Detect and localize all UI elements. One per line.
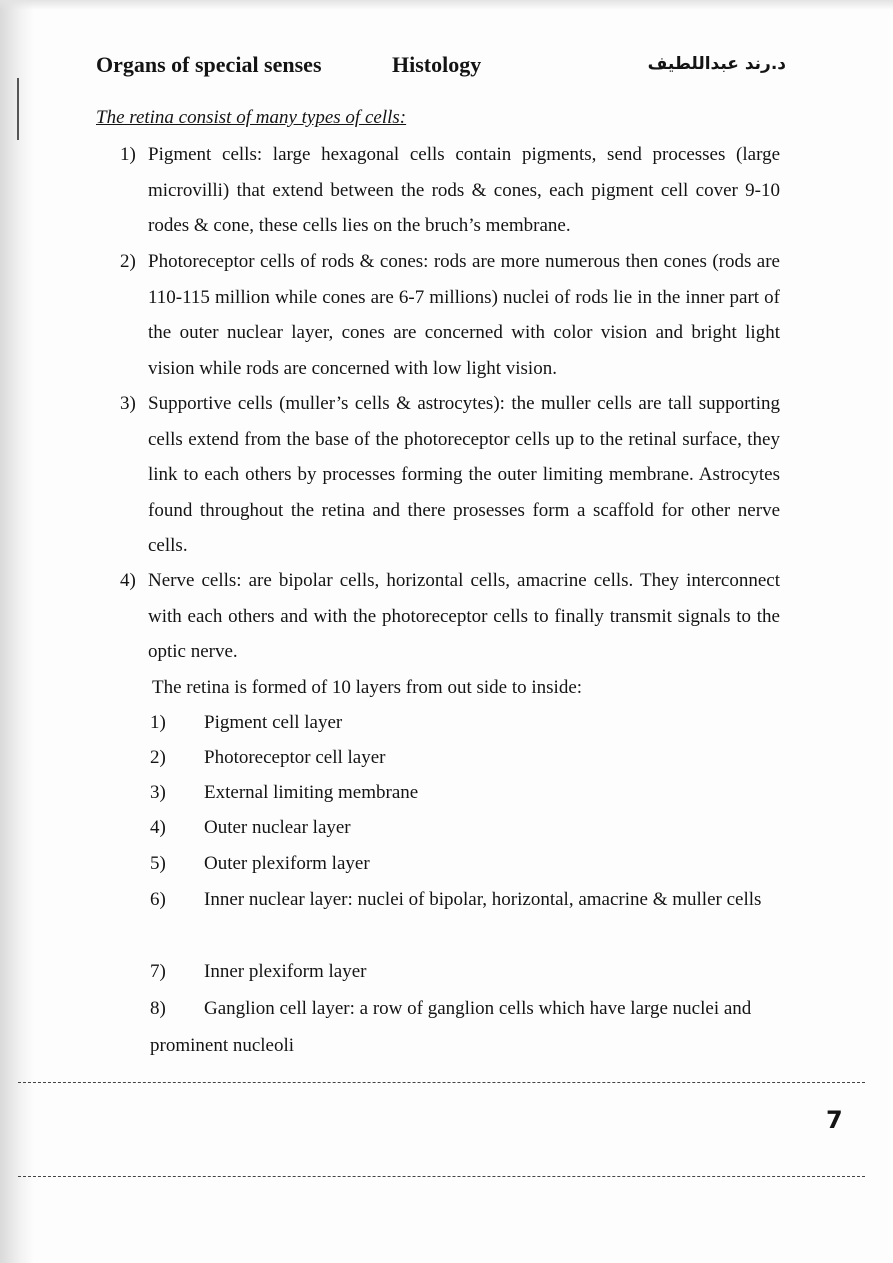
layer-item-8 [150,990,780,1064]
layer-item-4 [150,809,780,846]
scan-shadow-top [0,0,893,10]
layer-item-7 [150,953,780,990]
layer-text: Photoreceptor cell layer [204,747,386,768]
cell-type-item-1 [120,137,780,244]
footer-divider-bottom [18,1176,865,1177]
layer-text: Pigment cell layer [204,712,343,733]
layer-item-3 [150,774,780,811]
margin-pen-mark [17,78,19,140]
layers-intro: The retina is formed of 10 layers from out side to inside: [152,677,583,698]
layer-text: Inner nuclear layer: nuclei of bipolar, horizontal, amacrine & muller cells [204,889,762,910]
layer-number: 4) [150,817,166,838]
layer-text: Ganglion cell layer: a row of ganglion cells which have large nuclei and prominent nucleoli [150,998,752,1056]
layer-item-6 [150,881,780,918]
layer-number: 1) [150,712,166,733]
header-subject: Organs of special senses [96,52,322,77]
layer-text: Outer nuclear layer [204,817,351,838]
item-text: Nerve cells: are bipolar cells, horizontal cells, amacrine cells. They interconnect with each others and with the photoreceptor cells to finally transmit signals to the optic nerve. [148,570,780,662]
item-text: Supportive cells (muller’s cells & astrocytes): the muller cells are tall supporting cells extend from the base of the photoreceptor cells up to the retinal surface, they link to each others by processes forming the outer limiting membrane. Astrocytes found throughout the retina and there prosesses form a scaffold for other nerve cells. [148,393,780,556]
header-author: د.رند عبداللطيف [647,54,786,74]
layer-text: Outer plexiform layer [204,853,370,874]
item-number: 1) [120,144,136,165]
header-course: Histology [392,52,482,77]
item-number: 3) [120,393,136,414]
cell-type-item-4 [120,563,780,670]
layer-number: 7) [150,961,166,982]
item-number: 2) [120,251,136,272]
layer-number: 8) [150,998,166,1019]
cell-type-item-3 [120,386,780,564]
layer-number: 3) [150,782,166,803]
scan-shadow [0,0,34,1263]
page-number: 7 [826,1106,843,1134]
layer-text: External limiting membrane [204,782,419,803]
page-header [96,52,786,86]
footer-divider-top [18,1082,865,1083]
layer-number: 6) [150,889,166,910]
layer-number: 5) [150,853,166,874]
layer-number: 2) [150,747,166,768]
layer-item-5 [150,845,780,882]
section-title: The retina consist of many types of cells: [96,107,407,128]
layer-item-2 [150,739,780,776]
cell-type-item-2 [120,244,780,386]
item-text: Pigment cells: large hexagonal cells contain pigments, send processes (large microvilli) that extend between the rods & cones, each pigment cell cover 9-10 rodes & cone, these cells lies on the bruch’s membrane. [148,144,780,236]
layer-text: Inner plexiform layer [204,961,367,982]
item-number: 4) [120,570,136,591]
layer-item-1 [150,704,780,741]
item-text: Photoreceptor cells of rods & cones: rods are more numerous then cones (rods are 110-115 million while cones are 6-7 millions) nuclei of rods lie in the inner part of the outer nuclear layer, cones are concerned with color vision and bright light vision while rods are concerned with low light vision. [148,251,780,379]
